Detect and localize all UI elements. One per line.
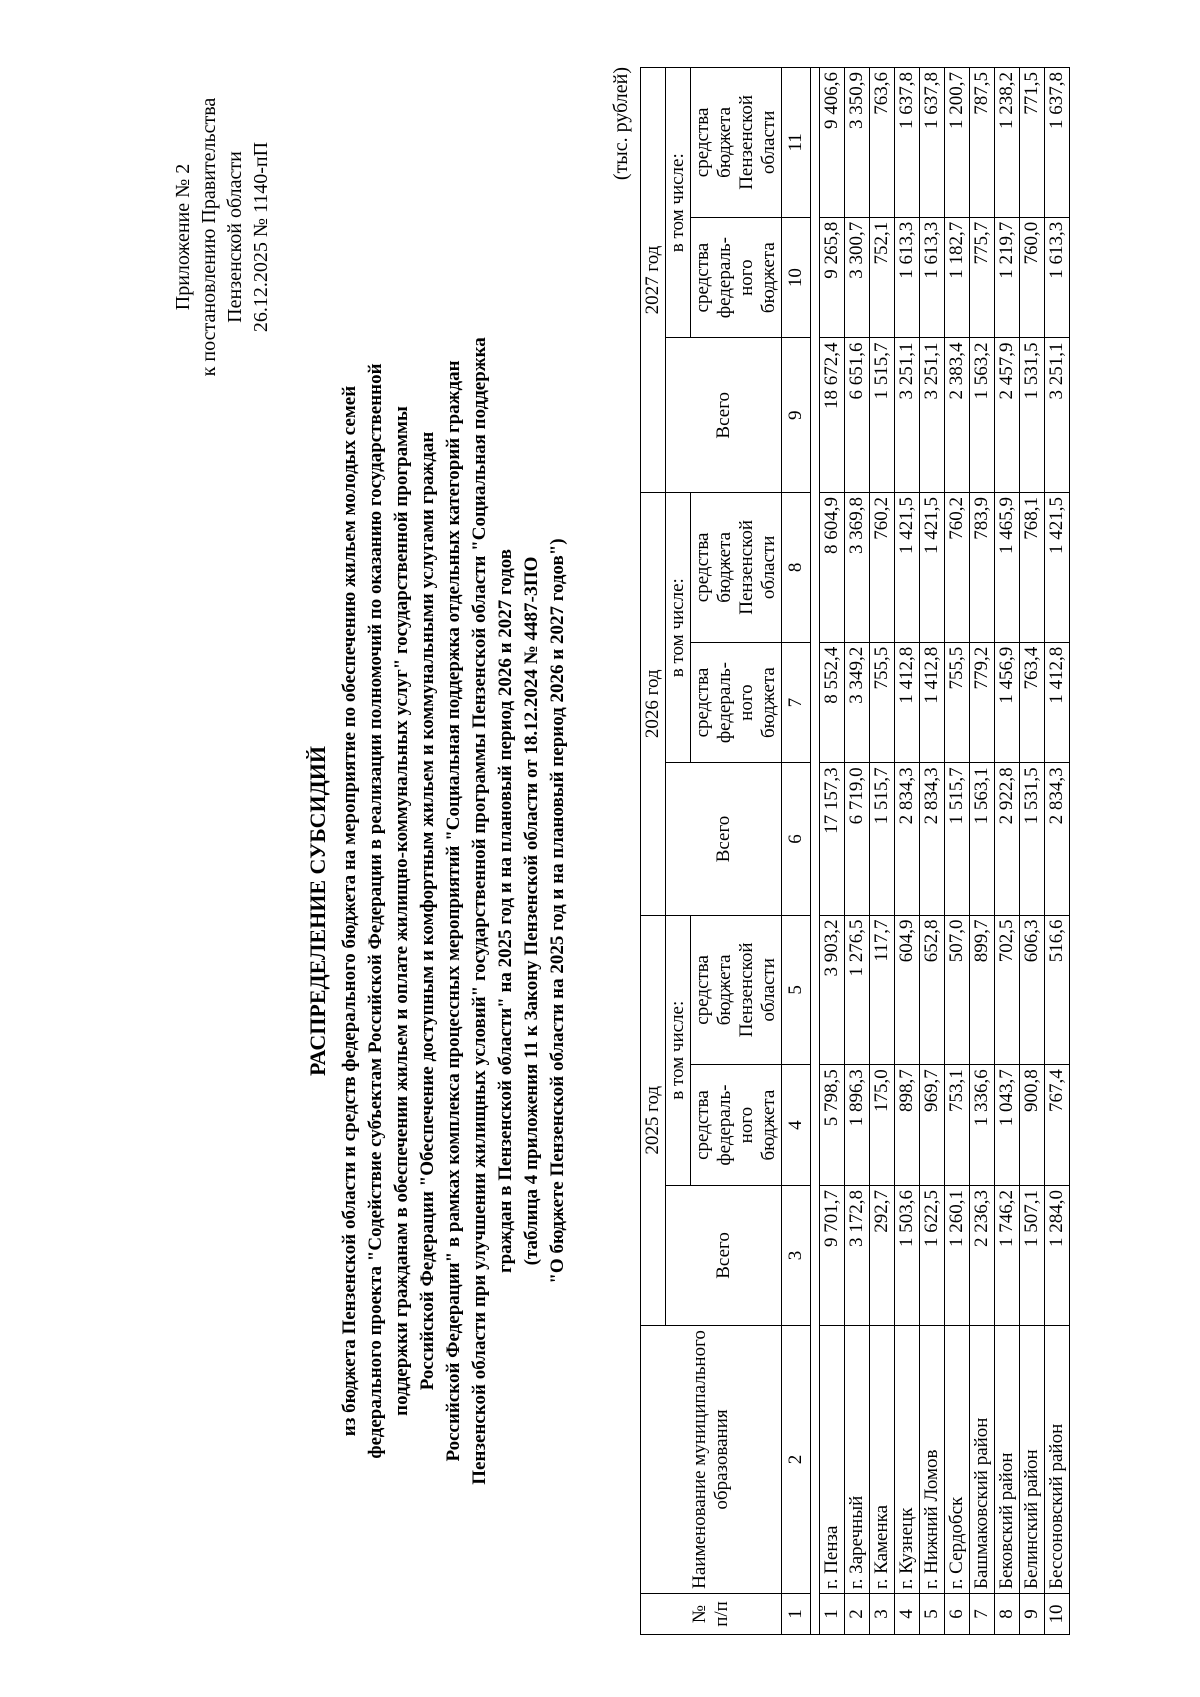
value-cell: 1 531,5 xyxy=(1020,763,1045,915)
approval-stamp xyxy=(170,67,274,407)
column-number: 7 xyxy=(782,642,811,763)
value-cell: 755,5 xyxy=(870,642,895,763)
value-cell: 1 412,8 xyxy=(1045,642,1070,763)
value-cell: 175,0 xyxy=(870,1065,895,1186)
value-cell: 752,1 xyxy=(870,217,895,338)
value-cell: 1 515,7 xyxy=(945,763,970,915)
value-cell: 3 251,1 xyxy=(1045,338,1070,493)
subsidy-table xyxy=(640,67,1070,1635)
value-cell: 768,1 xyxy=(1020,493,1045,643)
column-number: 11 xyxy=(782,68,811,218)
row-number-cell: 3 xyxy=(870,1593,895,1634)
row-number-cell: 8 xyxy=(995,1593,1020,1634)
value-cell: 1 896,3 xyxy=(845,1065,870,1186)
value-cell: 763,6 xyxy=(870,68,895,218)
value-cell: 1 637,8 xyxy=(1045,68,1070,218)
approval-line: 26.12.2025 № 1140-пП xyxy=(250,141,272,333)
value-cell: 1 507,1 xyxy=(1020,1185,1045,1325)
header-including: в том числе: xyxy=(666,68,691,339)
value-cell: 507,0 xyxy=(945,915,970,1065)
table-row xyxy=(895,68,920,1635)
header-federal: средства федераль-ного бюджета xyxy=(691,217,782,338)
municipality-cell: г. Нижний Ломов xyxy=(920,1325,945,1593)
header-including: в том числе: xyxy=(666,493,691,763)
header-year-2026: 2026 год xyxy=(641,493,666,916)
column-number: 9 xyxy=(782,338,811,493)
value-cell: 117,7 xyxy=(870,915,895,1065)
row-number-cell: 2 xyxy=(845,1593,870,1634)
value-cell: 1 515,7 xyxy=(870,338,895,493)
value-cell: 760,0 xyxy=(1020,217,1045,338)
header-year-2025: 2025 год xyxy=(641,915,666,1325)
column-number: 1 xyxy=(782,1593,811,1634)
header-year-2027: 2027 год xyxy=(641,68,666,493)
value-cell: 1 284,0 xyxy=(1045,1185,1070,1325)
value-cell: 779,2 xyxy=(970,642,995,763)
table-row xyxy=(820,68,845,1635)
value-cell: 1 412,8 xyxy=(920,642,945,763)
units-label: (тыс. рублей) xyxy=(610,67,632,181)
value-cell: 1 622,5 xyxy=(920,1185,945,1325)
column-number: 5 xyxy=(782,915,811,1065)
value-cell: 3 350,9 xyxy=(845,68,870,218)
value-cell: 2 236,3 xyxy=(970,1185,995,1325)
value-cell: 2 834,3 xyxy=(1045,763,1070,915)
value-cell: 9 701,7 xyxy=(820,1185,845,1325)
header-regional: средства бюджета Пензенской области xyxy=(691,493,782,643)
document-title xyxy=(305,241,571,1581)
title-line: поддержки гражданам в обеспечении жильем и оплате жилищно-коммунальных услуг" государственной программы xyxy=(391,406,412,1416)
table-body xyxy=(820,68,1070,1635)
title-line: Российской Федерации" в рамках комплекса процессных мероприятий "Социальная поддержка отдельных категорий граждан xyxy=(443,360,464,1462)
value-cell: 760,2 xyxy=(945,493,970,643)
value-cell: 1 336,6 xyxy=(970,1065,995,1186)
value-cell: 1 412,8 xyxy=(895,642,920,763)
value-cell: 771,5 xyxy=(1020,68,1045,218)
value-cell: 763,4 xyxy=(1020,642,1045,763)
header-including: в том числе: xyxy=(666,915,691,1185)
value-cell: 2 922,8 xyxy=(995,763,1020,915)
municipality-cell: г. Заречный xyxy=(845,1325,870,1593)
value-cell: 9 406,6 xyxy=(820,68,845,218)
title-main: РАСПРЕДЕЛЕНИЕ СУБСИДИЙ xyxy=(305,746,330,1077)
row-number-cell: 9 xyxy=(1020,1593,1045,1634)
value-cell: 1 613,3 xyxy=(895,217,920,338)
value-cell: 969,7 xyxy=(920,1065,945,1186)
header-name: Наименование муниципального образования xyxy=(641,1325,782,1593)
value-cell: 652,8 xyxy=(920,915,945,1065)
column-number: 8 xyxy=(782,493,811,643)
value-cell: 1 531,5 xyxy=(1020,338,1045,493)
value-cell: 702,5 xyxy=(995,915,1020,1065)
value-cell: 2 834,3 xyxy=(895,763,920,915)
row-number-cell: 4 xyxy=(895,1593,920,1634)
value-cell: 753,1 xyxy=(945,1065,970,1186)
title-line: (таблица 4 приложения 11 к Закону Пензенской области от 18.12.2024 № 4487-ЗПО xyxy=(521,556,542,1266)
table-row xyxy=(845,68,870,1635)
value-cell: 1 563,1 xyxy=(970,763,995,915)
value-cell: 3 369,8 xyxy=(845,493,870,643)
header-federal: средства федераль-ного бюджета xyxy=(691,642,782,763)
value-cell: 767,4 xyxy=(1045,1065,1070,1186)
header-regional: средства бюджета Пензенской области xyxy=(691,68,782,218)
value-cell: 8 604,9 xyxy=(820,493,845,643)
value-cell: 787,5 xyxy=(970,68,995,218)
row-number-cell: 7 xyxy=(970,1593,995,1634)
municipality-cell: г. Кузнецк xyxy=(895,1325,920,1593)
column-number: 6 xyxy=(782,763,811,915)
title-line: из бюджета Пензенской области и средств федерального бюджета на мероприятие по обеспечению жильем молодых семей xyxy=(339,385,360,1437)
approval-line: Пензенской области xyxy=(224,151,246,323)
municipality-cell: г. Пенза xyxy=(820,1325,845,1593)
approval-line: к постановлению Правительства xyxy=(198,97,220,377)
value-cell: 1 515,7 xyxy=(870,763,895,915)
value-cell: 5 798,5 xyxy=(820,1065,845,1186)
value-cell: 3 903,2 xyxy=(820,915,845,1065)
value-cell: 17 157,3 xyxy=(820,763,845,915)
value-cell: 3 300,7 xyxy=(845,217,870,338)
column-number: 4 xyxy=(782,1065,811,1186)
value-cell: 783,9 xyxy=(970,493,995,643)
table-row xyxy=(870,68,895,1635)
value-cell: 2 383,4 xyxy=(945,338,970,493)
value-cell: 8 552,4 xyxy=(820,642,845,763)
value-cell: 1 465,9 xyxy=(995,493,1020,643)
table-row xyxy=(995,68,1020,1635)
value-cell: 775,7 xyxy=(970,217,995,338)
approval-line: Приложение № 2 xyxy=(172,163,194,311)
value-cell: 292,7 xyxy=(870,1185,895,1325)
row-number-cell: 10 xyxy=(1045,1593,1070,1634)
value-cell: 1 219,7 xyxy=(995,217,1020,338)
value-cell: 3 349,2 xyxy=(845,642,870,763)
value-cell: 3 251,1 xyxy=(920,338,945,493)
value-cell: 6 719,0 xyxy=(845,763,870,915)
value-cell: 1 421,5 xyxy=(920,493,945,643)
value-cell: 606,3 xyxy=(1020,915,1045,1065)
table-row xyxy=(1045,68,1070,1635)
title-line: Пензенской области при улучшении жилищных условий" государственной программы Пензенской области "Социальная поддержка xyxy=(469,337,490,1485)
municipality-cell: Башмаковский район xyxy=(970,1325,995,1593)
value-cell: 1 503,6 xyxy=(895,1185,920,1325)
row-number-cell: 1 xyxy=(820,1593,845,1634)
value-cell: 2 457,9 xyxy=(995,338,1020,493)
column-number: 10 xyxy=(782,217,811,338)
value-cell: 1 637,8 xyxy=(895,68,920,218)
value-cell: 760,2 xyxy=(870,493,895,643)
municipality-cell: Белинский район xyxy=(1020,1325,1045,1593)
value-cell: 1 746,2 xyxy=(995,1185,1020,1325)
value-cell: 1 043,7 xyxy=(995,1065,1020,1186)
title-line: Российской Федерации "Обеспечение доступным и комфортным жильем и коммунальными услугами граждан xyxy=(417,431,438,1391)
table-row xyxy=(920,68,945,1635)
value-cell: 1 563,2 xyxy=(970,338,995,493)
value-cell: 1 276,5 xyxy=(845,915,870,1065)
header-total: Всего xyxy=(666,338,782,493)
municipality-cell: г. Сердобск xyxy=(945,1325,970,1593)
value-cell: 516,6 xyxy=(1045,915,1070,1065)
value-cell: 6 651,6 xyxy=(845,338,870,493)
value-cell: 9 265,8 xyxy=(820,217,845,338)
header-total: Всего xyxy=(666,1185,782,1325)
header-separator xyxy=(811,68,820,1635)
value-cell: 755,5 xyxy=(945,642,970,763)
value-cell: 1 613,3 xyxy=(920,217,945,338)
value-cell: 18 672,4 xyxy=(820,338,845,493)
table-row xyxy=(1020,68,1045,1635)
value-cell: 1 421,5 xyxy=(895,493,920,643)
title-line: "О бюджете Пензенской области на 2025 год и на плановый период 2026 и 2027 годов") xyxy=(547,538,568,1284)
value-cell: 1 260,1 xyxy=(945,1185,970,1325)
value-cell: 3 172,8 xyxy=(845,1185,870,1325)
value-cell: 1 613,3 xyxy=(1045,217,1070,338)
column-number: 2 xyxy=(782,1325,811,1593)
municipality-cell: г. Каменка xyxy=(870,1325,895,1593)
value-cell: 1 182,7 xyxy=(945,217,970,338)
municipality-cell: Бессоновский район xyxy=(1045,1325,1070,1593)
value-cell: 900,8 xyxy=(1020,1065,1045,1186)
value-cell: 1 200,7 xyxy=(945,68,970,218)
header-total: Всего xyxy=(666,763,782,915)
column-number: 3 xyxy=(782,1185,811,1325)
header-regional: средства бюджета Пензенской области xyxy=(691,915,782,1065)
value-cell: 1 238,2 xyxy=(995,68,1020,218)
title-line: федерального проекта "Содействие субъектам Российской Федерации в реализации полномочий по оказанию государственной xyxy=(365,363,386,1459)
value-cell: 899,7 xyxy=(970,915,995,1065)
value-cell: 3 251,1 xyxy=(895,338,920,493)
value-cell: 1 637,8 xyxy=(920,68,945,218)
value-cell: 1 456,9 xyxy=(995,642,1020,763)
header-num: № п/п xyxy=(641,1593,782,1634)
title-line: граждан в Пензенской области" на 2025 год и на плановый период 2026 и 2027 годов xyxy=(495,548,516,1274)
municipality-cell: Бековский район xyxy=(995,1325,1020,1593)
value-cell: 2 834,3 xyxy=(920,763,945,915)
value-cell: 604,9 xyxy=(895,915,920,1065)
value-cell: 1 421,5 xyxy=(1045,493,1070,643)
table-row xyxy=(970,68,995,1635)
row-number-cell: 6 xyxy=(945,1593,970,1634)
value-cell: 898,7 xyxy=(895,1065,920,1186)
table-row xyxy=(945,68,970,1635)
row-number-cell: 5 xyxy=(920,1593,945,1634)
header-federal: средства федераль-ного бюджета xyxy=(691,1065,782,1186)
